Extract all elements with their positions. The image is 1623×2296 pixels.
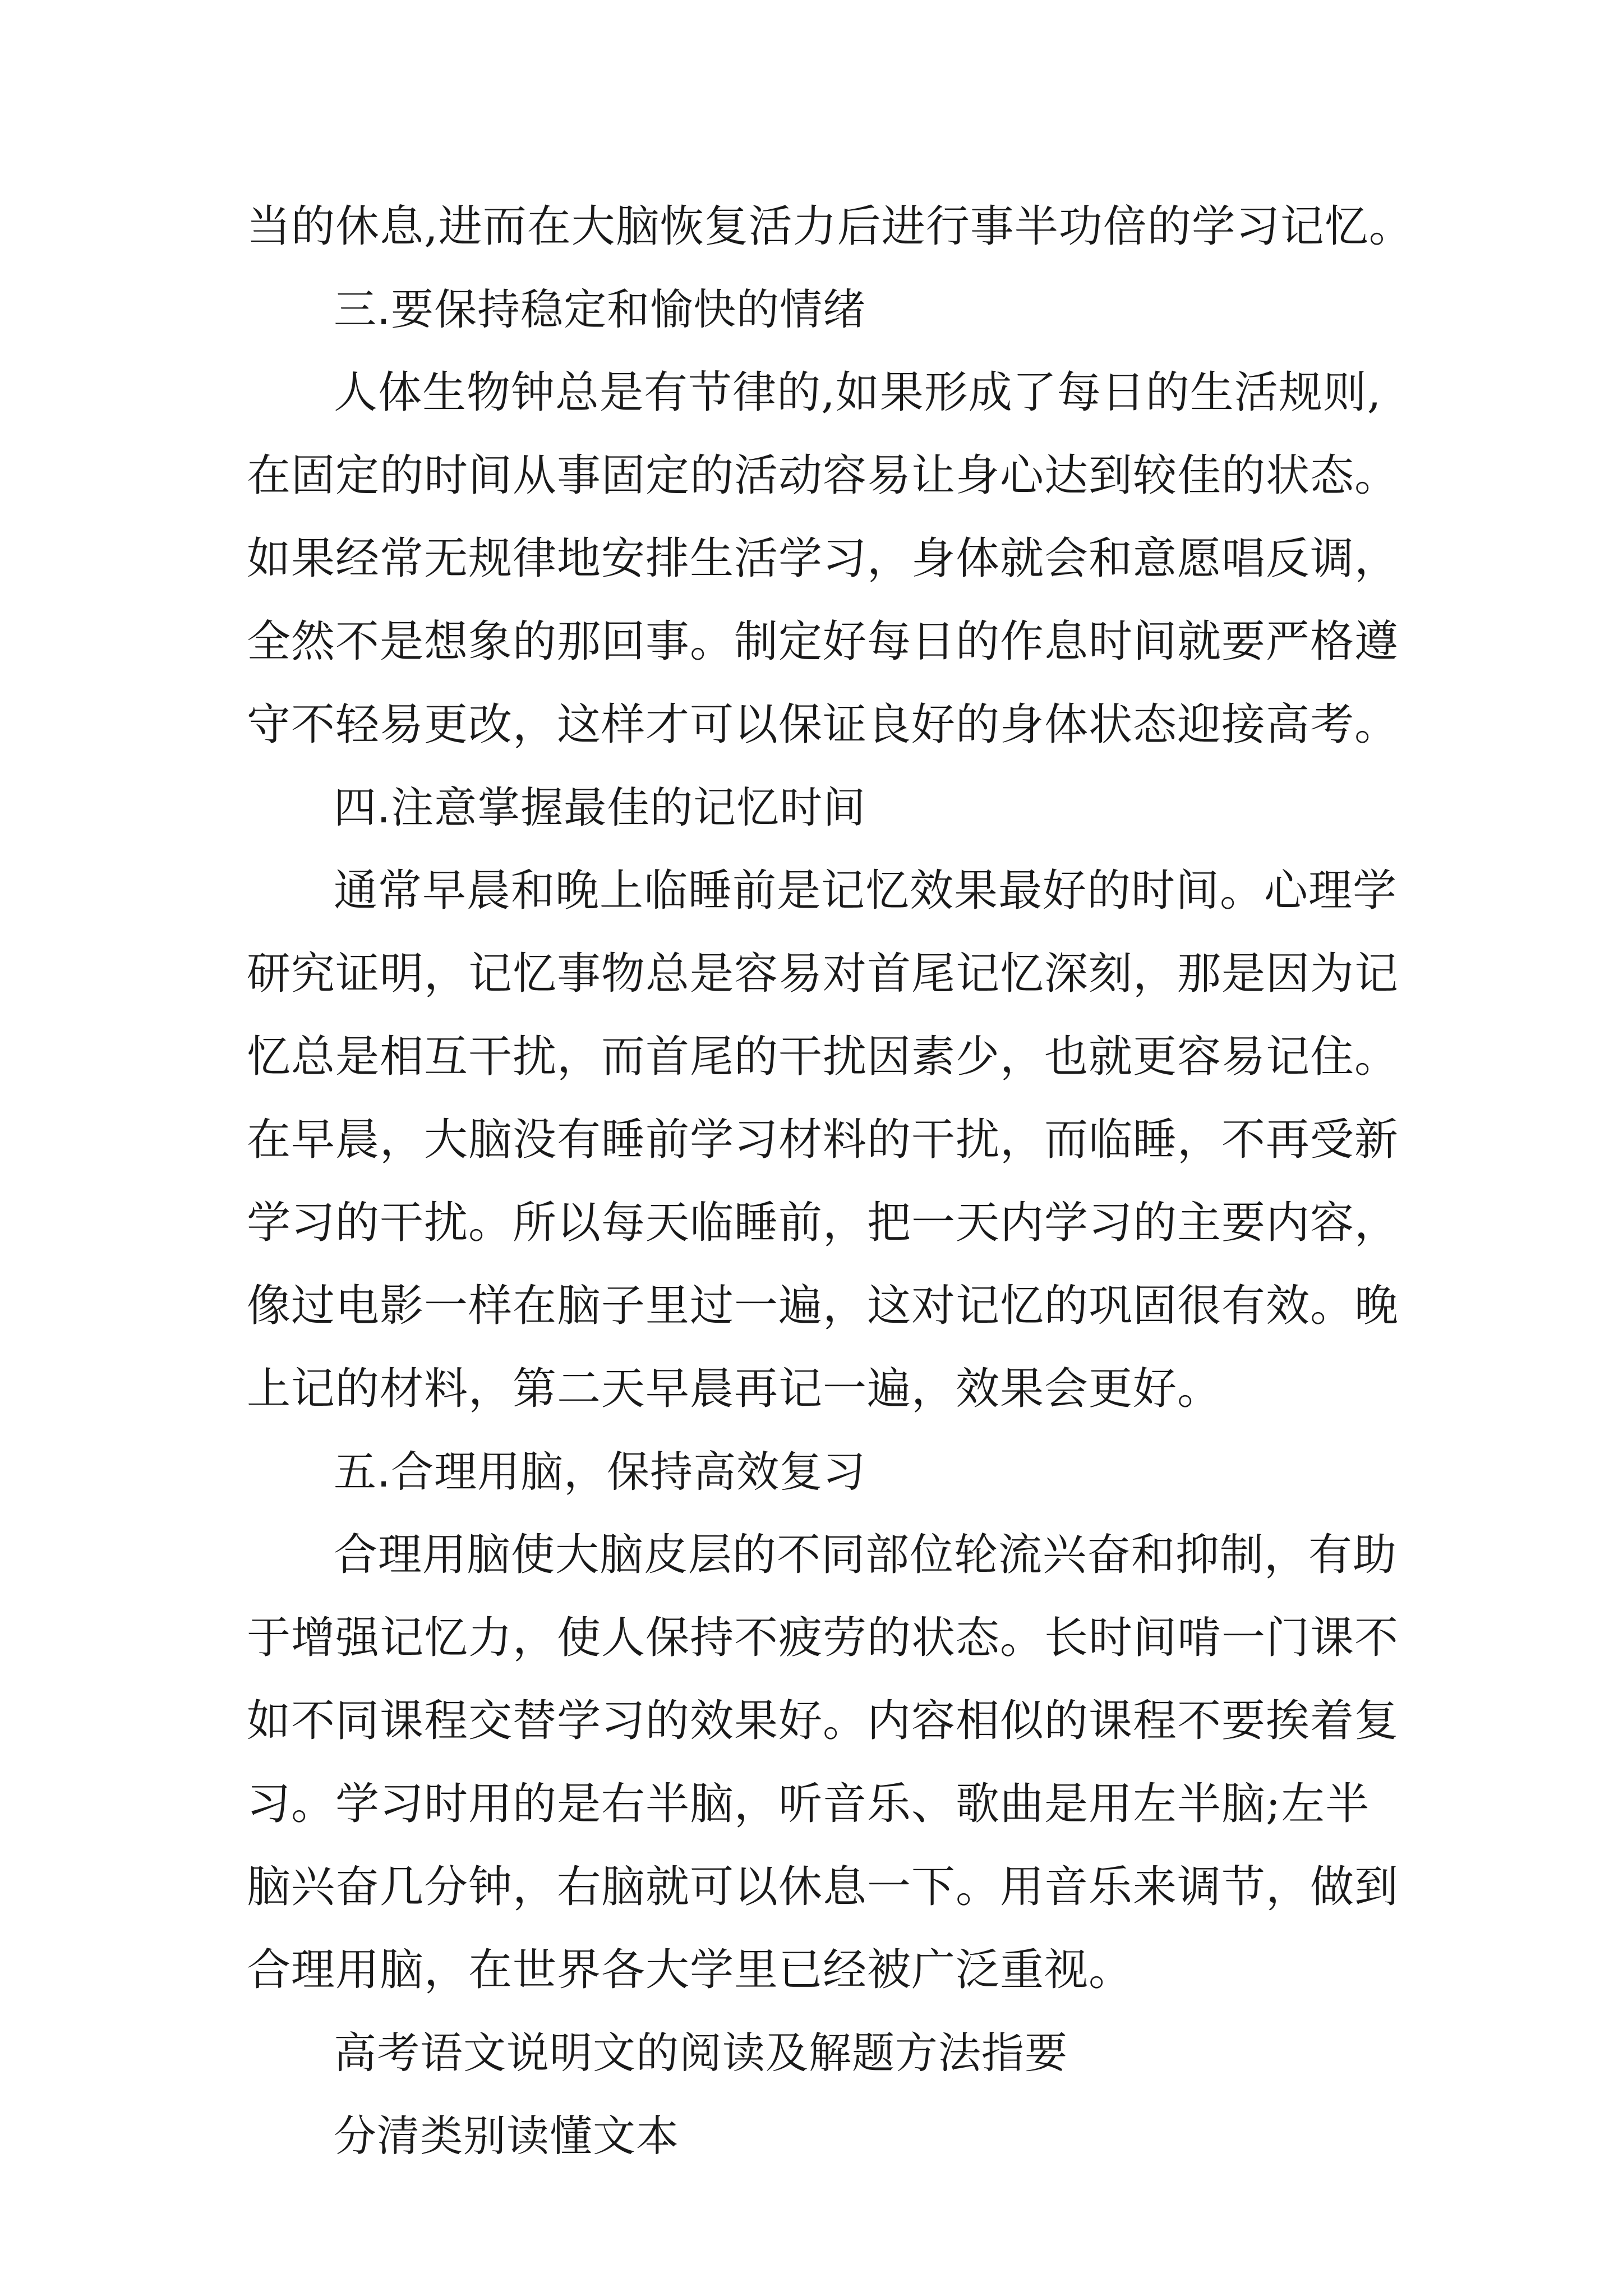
- paragraph-line: 如不同课程交替学习的效果好。内容相似的课程不要挨着复: [247, 1696, 1399, 1746]
- paragraph-line: 通常早晨和晚上临睡前是记忆效果最好的时间。心理学: [334, 866, 1398, 916]
- paragraph-line: 当的休息,进而在大脑恢复活力后进行事半功倍的学习记忆。: [247, 201, 1413, 252]
- paragraph-line: 忆总是相互干扰，而首尾的干扰因素少，也就更容易记住。: [247, 1032, 1399, 1082]
- paragraph-line: 合理用脑，在世界各大学里已经被广泛重视。: [247, 1945, 1133, 1995]
- document-body: [247, 185, 1447, 2178]
- paragraph-line: 脑兴奋几分钟，右脑就可以休息一下。用音乐来调节，做到: [247, 1862, 1399, 1912]
- article-title: 高考语文说明文的阅读及解题方法指要: [334, 2028, 1068, 2078]
- paragraph-line: 在早晨，大脑没有睡前学习材料的干扰，而临睡，不再受新: [247, 1115, 1399, 1165]
- paragraph-line: 像过电影一样在脑子里过一遍，这对记忆的巩固很有效。晚: [247, 1281, 1399, 1331]
- paragraph-line: 全然不是想象的那回事。制定好每日的作息时间就要严格遵: [247, 616, 1399, 667]
- paragraph-line: 学习的干扰。所以每天临睡前，把一天内学习的主要内容，: [247, 1198, 1399, 1248]
- paragraph-line: 于增强记忆力，使人保持不疲劳的状态。长时间啃一门课不: [247, 1613, 1399, 1663]
- section-heading-5: 五.合理用脑，保持高效复习: [334, 1447, 866, 1497]
- paragraph-line: 人体生物钟总是有节律的,如果形成了每日的生活规则,: [334, 367, 1382, 418]
- paragraph-line: 上记的材料，第二天早晨再记一遍，效果会更好。: [247, 1364, 1222, 1414]
- subsection-heading: 分清类别读懂文本: [334, 2111, 679, 2161]
- paragraph-line: 如果经常无规律地安排生活学习，身体就会和意愿唱反调，: [247, 533, 1399, 584]
- paragraph-line: 在固定的时间从事固定的活动容易让身心达到较佳的状态。: [247, 450, 1399, 501]
- paragraph-line: 守不轻易更改，这样才可以保证良好的身体状态迎接高考。: [247, 700, 1399, 750]
- paragraph-line: 研究证明，记忆事物总是容易对首尾记忆深刻，那是因为记: [247, 949, 1399, 999]
- paragraph-line: 合理用脑使大脑皮层的不同部位轮流兴奋和抑制，有助: [334, 1530, 1398, 1580]
- section-heading-4: 四.注意掌握最佳的记忆时间: [334, 783, 866, 832]
- section-heading-3: 三.要保持稳定和愉快的情绪: [334, 284, 866, 334]
- paragraph-line: 习。学习时用的是右半脑，听音乐、歌曲是用左半脑;左半: [247, 1779, 1370, 1829]
